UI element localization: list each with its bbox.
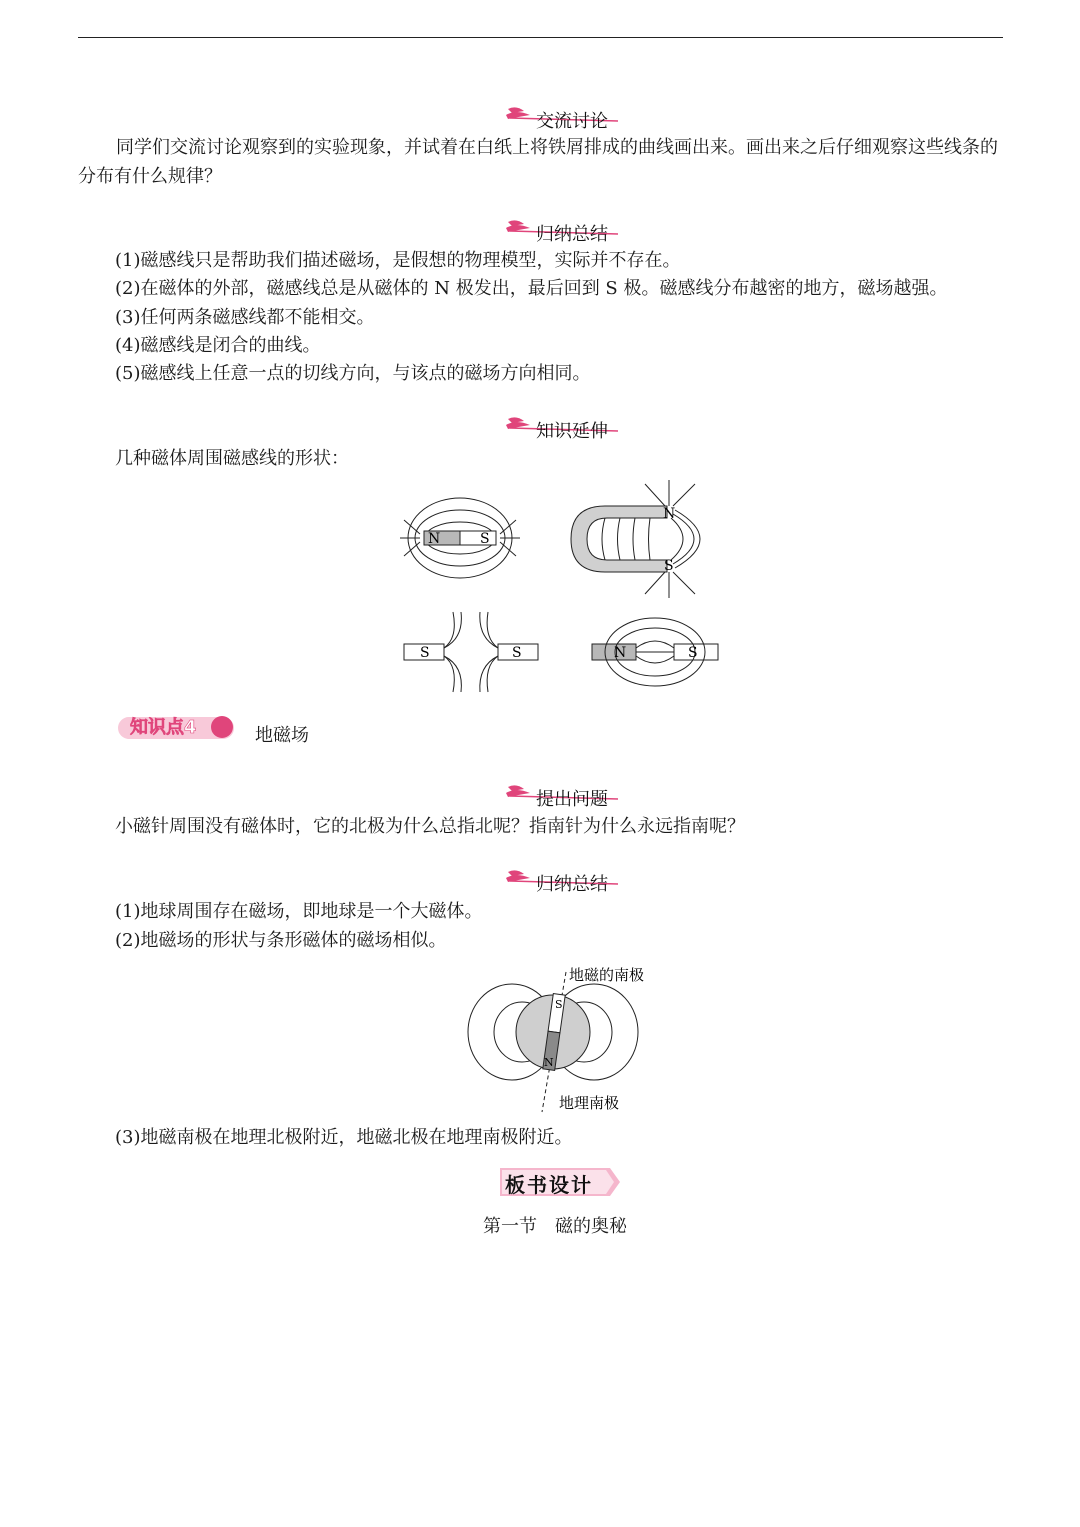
horseshoe-magnet-field-figure — [565, 478, 725, 600]
discussion-text: 同学们交流讨论观察到的实验现象，并试着在白纸上将铁屑排成的曲线画出来。画出来之后仔细观察这些线条的分布有什么规律？ — [78, 137, 998, 187]
label-s: S — [512, 645, 522, 661]
bar-magnet-field-figure — [398, 490, 523, 585]
summary2-item: (1)地球周围存在磁场，即地球是一个大磁体。 — [115, 901, 483, 922]
label-s: S — [555, 998, 563, 1011]
question-text: 小磁针周围没有磁体时，它的北极为什么总指北呢？指南针为什么永远指南呢？ — [115, 816, 745, 837]
discussion-paragraph — [78, 133, 1008, 191]
label-s: S — [688, 645, 698, 661]
summary2-item: (2)地磁场的形状与条形磁体的磁场相似。 — [115, 930, 447, 951]
section-heading-summary-2 — [500, 866, 630, 896]
board-subtitle: 第一节 磁的奥秘 — [483, 1216, 627, 1237]
summary1-item: (1)磁感线只是帮助我们描述磁场，是假想的物理模型，实际并不存在。 — [115, 250, 681, 271]
summary1-item: (2)在磁体的外部，磁感线总是从磁体的 N 极发出，最后回到 S 极。磁感线分布越密的地方，磁场越强。 — [115, 278, 948, 299]
summary1-item: (4)磁感线是闭合的曲线。 — [115, 335, 321, 356]
heading-text: 归纳总结 — [536, 224, 608, 245]
summary1-item: (5)磁感线上任意一点的切线方向，与该点的磁场方向相同。 — [115, 363, 591, 384]
knowledge-point-badge — [118, 713, 236, 741]
extension-intro: 几种磁体周围磁感线的形状： — [115, 448, 349, 469]
board-design-label: 板书设计 — [505, 1173, 593, 1197]
heading-text: 交流讨论 — [536, 111, 608, 132]
section-heading-extension — [500, 413, 630, 443]
heading-text: 归纳总结 — [536, 874, 608, 895]
label-n: N — [428, 531, 441, 547]
label-n: N — [544, 1056, 554, 1069]
section-heading-summary-1 — [500, 216, 630, 246]
label-bottom: 地理南极 — [559, 1094, 620, 1112]
summary1-item: (3)任何两条磁感线都不能相交。 — [115, 307, 375, 328]
like-poles-field-figure — [398, 608, 543, 696]
label-s: S — [480, 531, 490, 547]
unlike-poles-field-figure — [588, 608, 723, 696]
heading-text: 知识延伸 — [536, 421, 608, 442]
section-heading-question — [500, 781, 630, 811]
knowledge-point-title: 地磁场 — [255, 725, 309, 746]
badge-text: 知识点4 — [130, 717, 197, 738]
section-heading-discussion — [500, 103, 630, 133]
heading-text: 提出问题 — [536, 789, 608, 810]
label-s: S — [664, 558, 674, 574]
label-n: N — [614, 645, 627, 661]
label-top: 地磁的南极 — [569, 966, 645, 984]
label-s: S — [420, 645, 430, 661]
top-rule — [78, 37, 1003, 38]
label-n: N — [663, 506, 676, 522]
earth-magnetic-field-figure — [462, 962, 662, 1117]
summary2-item-3: (3)地磁南极在地理北极附近，地磁北极在地理南极附近。 — [115, 1127, 573, 1148]
